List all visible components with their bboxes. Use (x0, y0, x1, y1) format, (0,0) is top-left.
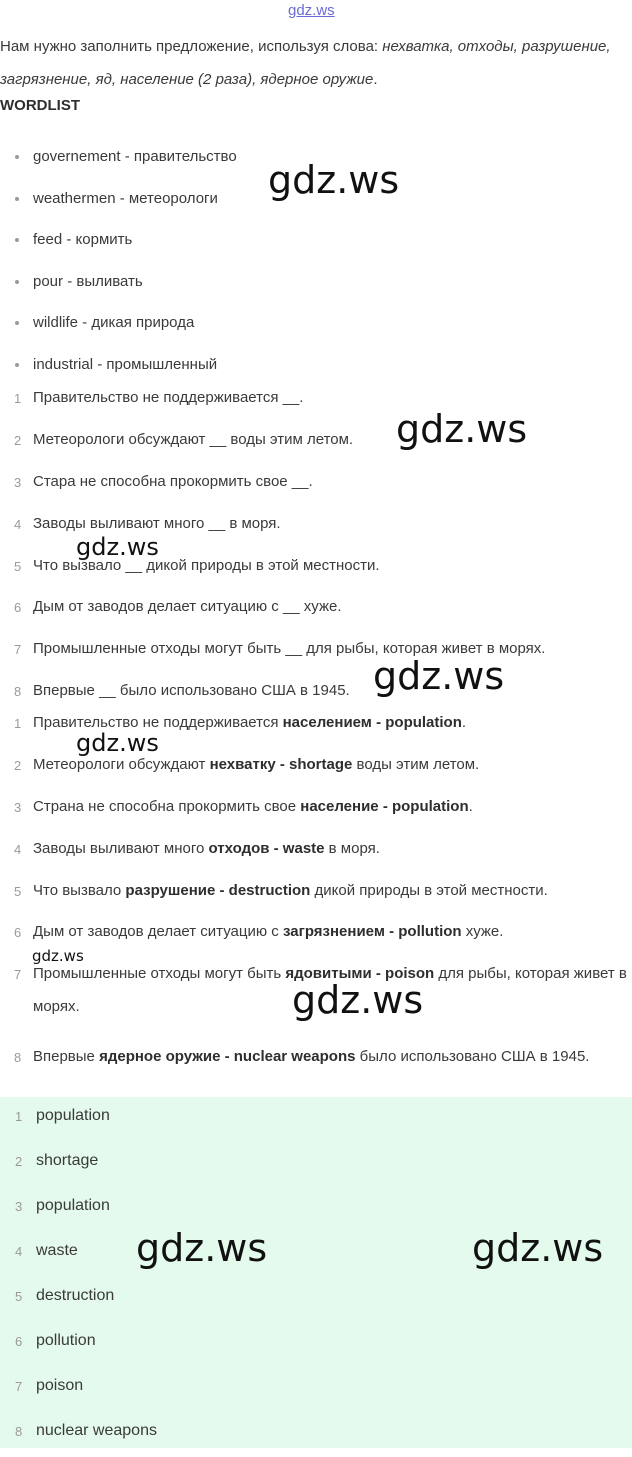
task-item: 2 Метеорологи обсуждают __ воды этим летом. (14, 430, 354, 448)
watermark: gdz.ws (76, 729, 159, 757)
task-item: 8 Впервые __ было использовано США в 1945. (14, 682, 350, 700)
bullet-icon (15, 321, 19, 325)
intro-end: . (373, 71, 378, 88)
watermark: gdz.ws (76, 533, 159, 561)
solution-answer: ядовитыми - poison (285, 965, 435, 983)
task-item: 3 Стара не способна прокормить свое __. (14, 472, 313, 490)
wordlist-item: governement - правительство (0, 140, 632, 182)
wordlist-item: industrial - промышленный (0, 348, 632, 390)
task-item: 4 Заводы выливают много __ в моря. (14, 514, 281, 532)
task-item: 6 Дым от заводов делает ситуацию с __ хуже. (14, 598, 342, 616)
solution-item: 8 Впервые ядерное оружие - nuclear weapons было использовано США в 1945. (14, 1048, 590, 1066)
watermark: gdz.ws (472, 1226, 604, 1270)
solution-answer: население - population (300, 797, 469, 815)
solution-answer: ядерное оружие - nuclear weapons (99, 1048, 356, 1066)
solution-item: 2 Метеорологи обсуждают нехватку - shortage воды этим летом. (14, 755, 480, 773)
watermark: gdz.ws (396, 407, 528, 451)
intro-words: нехватка, отходы, разрушение, загрязнение, яд, население (2 раза), ядерное оружие (0, 38, 611, 88)
watermark: gdz.ws (136, 1226, 268, 1270)
wordlist-item: pour - выливать (0, 265, 632, 307)
answer-item: 4 waste (15, 1242, 78, 1259)
solution-item: 6 Дым от заводов делает ситуацию с загрязнением - pollution хуже. (14, 923, 504, 941)
solution-item: 7 Промышленные отходы могут быть ядовитыми - poison для рыбы, которая живет в морях. (14, 965, 627, 1016)
task-intro (0, 30, 628, 96)
solution-sentences (0, 706, 632, 1106)
bullet-icon (15, 238, 19, 242)
wordlist-item: wildlife - дикая природа (0, 306, 632, 348)
answer-item: 2 shortage (15, 1152, 99, 1169)
bullet-icon (15, 155, 19, 159)
solution-item: 5 Что вызвало разрушение - destruction дикой природы в этой местности. (14, 881, 548, 899)
watermark: gdz.ws (268, 158, 400, 202)
intro-lead: Нам нужно заполнить предложение, используя слова: (0, 38, 383, 55)
answer-item: 1 population (15, 1107, 110, 1124)
solution-item: 3 Страна не способна прокормить свое население - population. (14, 797, 473, 815)
answer-item: 8 nuclear weapons (15, 1422, 157, 1439)
site-link[interactable]: gdz.ws (288, 2, 335, 19)
answer-item: 5 destruction (15, 1287, 115, 1304)
answer-item: 6 pollution (15, 1332, 96, 1349)
task-item: 5 Что вызвало __ дикой природы в этой местности. (14, 556, 380, 574)
solution-answer: отходов - waste (208, 839, 325, 857)
solution-answer: населением - population (282, 714, 462, 731)
solution-item: 1 Правительство не поддерживается населением - population. (14, 714, 467, 731)
bullet-icon (15, 197, 19, 201)
solution-answer: нехватку - shortage (209, 755, 353, 773)
task-item: 7 Промышленные отходы могут быть __ для рыбы, которая живет в морях. (14, 640, 546, 658)
watermark: gdz.ws (292, 978, 424, 1022)
wordlist-item: feed - кормить (0, 223, 632, 265)
answer-item: 3 population (15, 1197, 110, 1214)
solution-item: 4 Заводы выливают много отходов - waste в моря. (14, 839, 380, 857)
answer-box (0, 1097, 632, 1448)
bullet-icon (15, 280, 19, 284)
task-item: 1 Правительство не поддерживается __. (14, 389, 304, 406)
solution-answer: разрушение - destruction (125, 881, 311, 899)
answer-item: 7 poison (15, 1377, 84, 1394)
solution-answer: загрязнением - pollution (282, 923, 462, 941)
watermark: gdz.ws (373, 654, 505, 698)
wordlist-item: weathermen - метеорологи (0, 182, 632, 224)
wordlist-heading: WORDLIST (0, 97, 80, 114)
bullet-icon (15, 363, 19, 367)
watermark: gdz.ws (32, 947, 84, 965)
